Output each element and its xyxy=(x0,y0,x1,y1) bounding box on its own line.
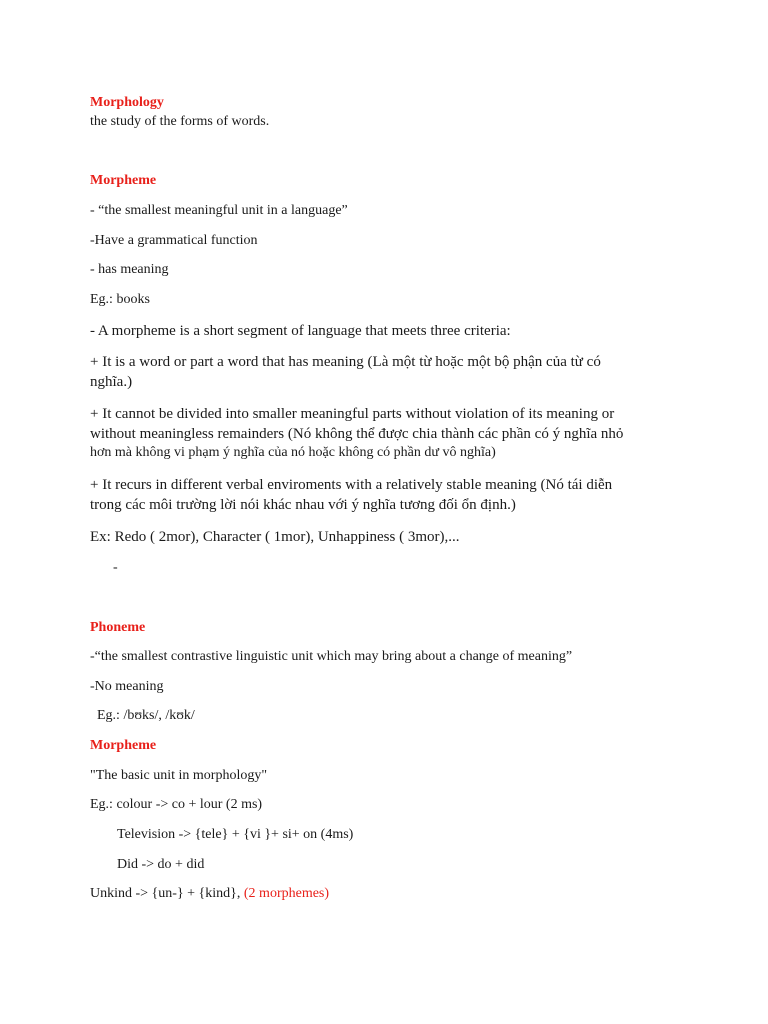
phoneme-example: Eg.: /bʊks/, /kʊk/ xyxy=(97,708,195,723)
morpheme-function: -Have a grammatical function xyxy=(90,233,258,248)
morphology-basic-unit: "The basic unit in morphology" xyxy=(90,768,268,783)
criterion-2-line-1: + It cannot be divided into smaller meaningful parts without violation of its meaning or xyxy=(90,406,615,422)
phoneme-quote: -“the smallest contrastive linguistic unit which may bring about a change of meaning” xyxy=(90,649,573,664)
example-colour: Eg.: colour -> co + lour (2 ms) xyxy=(90,797,263,812)
criterion-1-line-1: + It is a word or part a word that has meaning (Là một từ hoặc một bộ phận của từ có xyxy=(90,354,601,370)
morpheme-meaning: - has meaning xyxy=(90,262,169,277)
empty-bullet: - xyxy=(113,560,118,575)
criterion-3-line-1: + It recurs in different verbal enviroments with a relatively stable meaning (Nó tái diễn xyxy=(90,477,613,493)
example-television: Television -> {tele} + {vi }+ si+ on (4ms) xyxy=(117,827,354,842)
criterion-2-line-3: hơn mà không vi phạm ý nghĩa của nó hoặc không có phần dư vô nghĩa) xyxy=(90,445,496,460)
example-unkind xyxy=(90,885,329,903)
phoneme-meaning: -No meaning xyxy=(90,679,164,694)
example-unkind-note: (2 morphemes) xyxy=(243,886,330,901)
morpheme-examples: Ex: Redo ( 2mor), Character ( 1mor), Unhappiness ( 3mor),... xyxy=(90,529,460,545)
criterion-3-line-2: trong các môi trường lời nói khác nhau với ý nghĩa tương đối ổn định.) xyxy=(90,497,516,513)
heading-morphology: Morphology xyxy=(90,95,164,110)
heading-phoneme: Phoneme xyxy=(90,620,146,635)
criterion-1-line-2: nghĩa.) xyxy=(90,374,133,390)
example-unkind-text: Unkind -> {un-} + {kind}, xyxy=(90,886,244,901)
heading-morpheme-2: Morpheme xyxy=(90,738,157,753)
heading-morpheme: Morpheme xyxy=(90,173,157,188)
example-did: Did -> do + did xyxy=(117,857,205,872)
morpheme-quote: - “the smallest meaningful unit in a language” xyxy=(90,203,348,218)
criterion-2-line-2: without meaningless remainders (Nó không thể được chia thành các phần có ý nghĩa nhỏ xyxy=(90,426,624,442)
criteria-intro: - A morpheme is a short segment of language that meets three criteria: xyxy=(90,323,511,339)
morphology-definition: the study of the forms of words. xyxy=(90,114,270,129)
morpheme-example: Eg.: books xyxy=(90,292,150,307)
